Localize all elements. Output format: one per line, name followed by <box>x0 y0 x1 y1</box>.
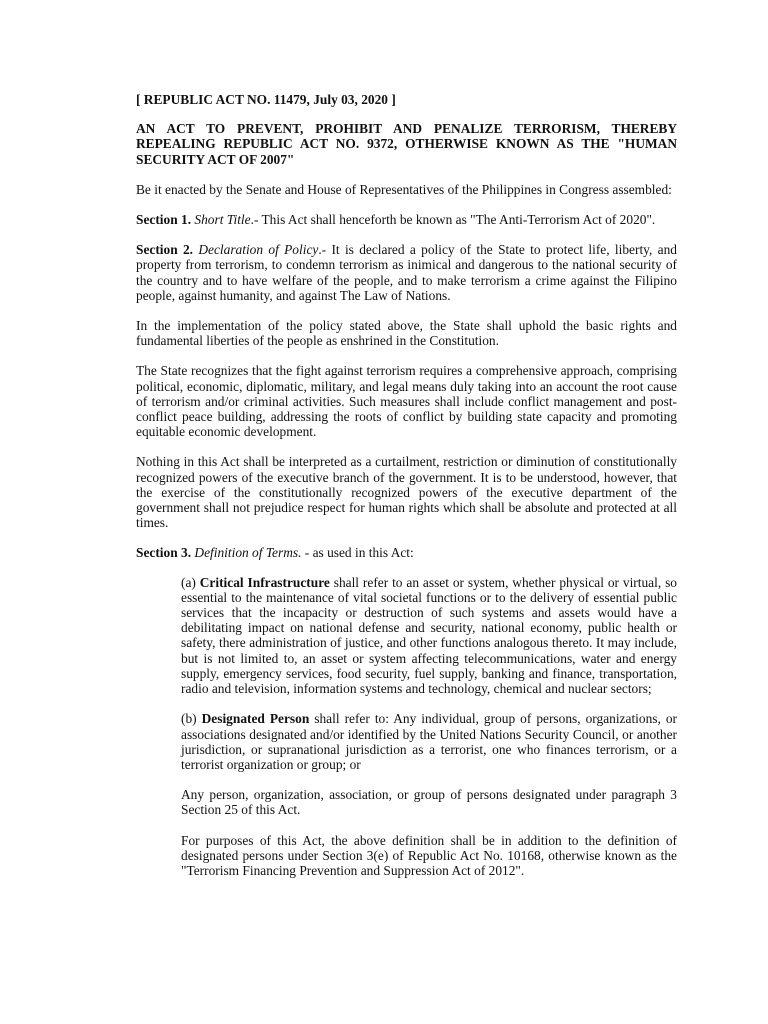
section-3-label: Section 3. <box>136 545 192 561</box>
section-2-paragraph-2: In the implementation of the policy stated above, the State shall uphold the basic rights and fundamental liberties of the people as enshrined in the Constitution. <box>136 318 677 349</box>
section-3-text: - as used in this Act: <box>301 545 414 561</box>
definition-a <box>181 575 677 697</box>
section-2-paragraph-4: Nothing in this Act shall be interpreted as a curtailment, restriction or diminution of constitutionally recognized powers of the executive branch of the government. It is to be understood, however, that the exercise of the constitutionally recognized powers of the executive department of the government shall not prejudice respect for human rights which shall be absolute and protected at all times. <box>136 454 677 531</box>
section-2-text: .- It is declared a policy of the State to protect life, liberty, and property from terrorism, to condemn terrorism as inimical and dangerous to the national security of the country and to have welfare of the people, and to make terrorism a crime against the Filipino people, against humanity, and against The Law of Nations. <box>136 242 677 303</box>
section-1 <box>136 212 677 227</box>
document-page <box>136 92 677 893</box>
section-2-paragraph-3: The State recognizes that the fight against terrorism requires a comprehensive approach, comprising political, economic, diplomatic, military, and legal means duly taking into an account the root cause of terrorism and/or criminal activities. Such measures shall include conflict management and post-conflict peace building, addressing the roots of conflict by building state capacity and promoting equitable economic development. <box>136 363 677 440</box>
section-3 <box>136 545 677 560</box>
definition-b <box>181 711 677 772</box>
definition-b-paragraph-3: For purposes of this Act, the above definition shall be in addition to the definition of designated persons under Section 3(e) of Republic Act No. 10168, otherwise known as the "Terrorism Financing Prevention and Suppression Act of 2012". <box>181 832 677 878</box>
definition-a-term: Critical Infrastructure <box>199 574 330 590</box>
enacting-clause: Be it enacted by the Senate and House of Representatives of the Philippines in Congress assembled: <box>136 181 672 197</box>
section-2-label: Section 2. <box>136 242 194 258</box>
definition-b-text: shall refer to: Any individual, group of persons, organizations, or associations designated and/or identified by the United Nations Security Council, or another jurisdiction, or supranational jurisdiction as a terrorist, one who finances terrorism, or a terrorist organization or group; or <box>181 711 677 772</box>
section-2 <box>136 242 677 303</box>
section-1-text: .- This Act shall henceforth be known as "The Anti-Terrorism Act of 2020". <box>250 212 656 228</box>
definition-b-term: Designated Person <box>201 711 310 727</box>
section-1-name: Short Title <box>194 212 251 228</box>
section-1-label: Section 1. <box>136 212 192 228</box>
act-number-header: [ REPUBLIC ACT NO. 11479, July 03, 2020 ] <box>136 92 396 107</box>
act-title: AN ACT TO PREVENT, PROHIBIT AND PENALIZE TERRORISM, THEREBY REPEALING REPUBLIC ACT NO. 9372, OTHERWISE KNOWN AS THE "HUMAN SECURITY ACT OF 2007" <box>136 121 677 167</box>
section-2-name: Declaration of Policy <box>198 242 319 258</box>
definition-b-paragraph-2: Any person, organization, association, or group of persons designated under paragraph 3 Section 25 of this Act. <box>181 787 677 818</box>
section-3-name: Definition of Terms. <box>194 545 302 561</box>
definition-b-marker: (b) <box>181 711 202 727</box>
definition-a-text: shall refer to an asset or system, whether physical or virtual, so essential to the maintenance of vital societal functions or to the delivery of essential public services that the incapacity or destruction of such systems and assets would have a debilitating impact on national defense and security, national economy, public health or safety, there administration of justice, and other functions analogous thereto. It may include, but is not limited to, an asset or system affecting telecommunications, water and energy supply, emergency services, food security, fuel supply, banking and finance, transportation, radio and television, information systems and technology, chemical and nuclear sectors; <box>181 574 677 697</box>
definition-a-marker: (a) <box>181 574 200 590</box>
